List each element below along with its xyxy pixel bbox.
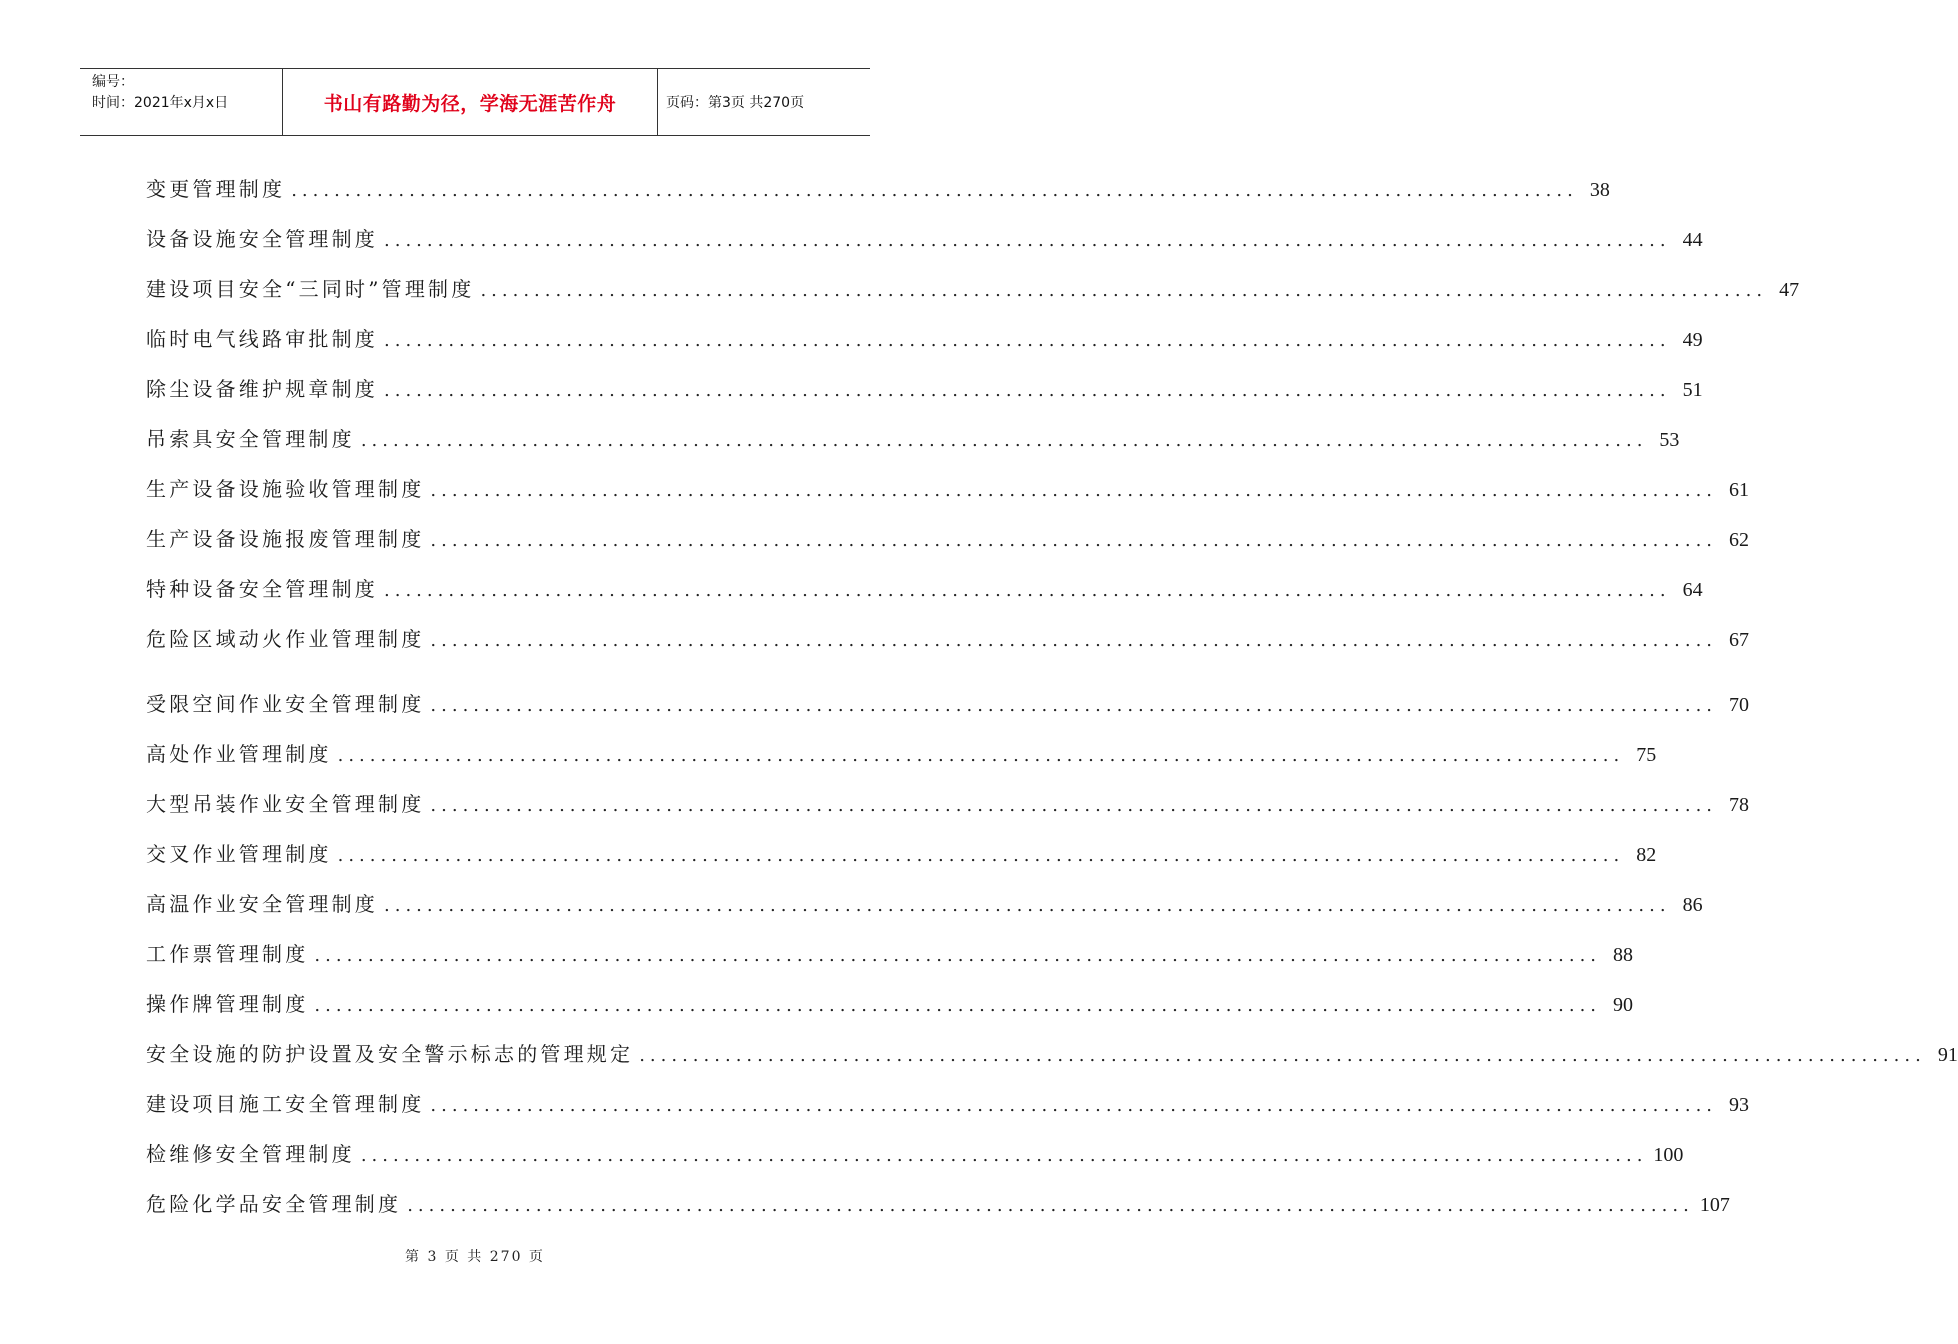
toc-entry-page: 70	[1729, 694, 1750, 716]
time-label: 时间：2021年x月x日	[92, 95, 229, 111]
toc-entry[interactable]	[146, 1029, 1958, 1079]
toc-entry[interactable]	[146, 564, 1703, 614]
toc-entry-title: 高温作业安全管理制度	[146, 892, 378, 916]
table-of-contents	[146, 164, 1958, 1229]
toc-entry[interactable]	[146, 779, 1750, 829]
toc-entry[interactable]	[146, 729, 1657, 779]
toc-entry-page: 100	[1653, 1144, 1684, 1166]
toc-entry[interactable]	[146, 1179, 1730, 1229]
toc-entry[interactable]	[146, 929, 1634, 979]
toc-entry-page: 93	[1729, 1094, 1750, 1116]
toc-entry-title: 建设项目施工安全管理制度	[146, 1092, 425, 1116]
toc-dot-leader: ........................................................................................................................	[384, 580, 1671, 601]
toc-entry[interactable]	[146, 314, 1703, 364]
toc-dot-leader: ........................................................................................................................	[360, 430, 1648, 451]
toc-entry[interactable]	[146, 414, 1680, 464]
toc-entry-title: 工作票管理制度	[146, 942, 309, 966]
toc-entry-title: 生产设备设施报废管理制度	[146, 527, 425, 551]
toc-entry-page: 38	[1589, 179, 1610, 201]
toc-entry[interactable]	[146, 514, 1750, 564]
toc-entry-page: 91	[1937, 1044, 1958, 1066]
toc-entry-page: 64	[1682, 579, 1703, 601]
toc-dot-leader: ........................................................................................................................	[430, 1095, 1718, 1116]
toc-entry[interactable]	[146, 1129, 1684, 1179]
toc-entry-title: 操作牌管理制度	[146, 992, 309, 1016]
toc-entry-page: 67	[1729, 629, 1750, 651]
toc-entry-title: 除尘设备维护规章制度	[146, 377, 378, 401]
toc-entry-title: 特种设备安全管理制度	[146, 577, 378, 601]
toc-entry[interactable]	[146, 264, 1800, 314]
toc-entry-page: 49	[1682, 329, 1703, 351]
toc-dot-leader: ........................................................................................................................	[314, 995, 1602, 1016]
toc-entry-title: 生产设备设施验收管理制度	[146, 477, 425, 501]
toc-dot-leader: ........................................................................................................................	[291, 180, 1578, 201]
toc-entry[interactable]	[146, 214, 1703, 264]
toc-entry-page: 53	[1659, 429, 1680, 451]
toc-entry-page: 78	[1729, 794, 1750, 816]
page-header	[80, 68, 870, 136]
toc-dot-leader: ........................................................................................................................	[384, 895, 1671, 916]
toc-entry[interactable]	[146, 1079, 1750, 1129]
toc-dot-leader: ........................................................................................................................	[407, 1195, 1694, 1216]
toc-entry-title: 大型吊装作业安全管理制度	[146, 792, 425, 816]
toc-dot-leader: ........................................................................................................................	[314, 945, 1602, 966]
toc-entry-title: 建设项目安全“三同时”管理制度	[146, 277, 475, 301]
toc-entry[interactable]	[146, 364, 1703, 414]
toc-dot-leader: ........................................................................................................................	[384, 380, 1671, 401]
serial-label: 编号：	[92, 74, 134, 90]
toc-dot-leader: ........................................................................................................................	[384, 330, 1671, 351]
toc-dot-leader: ........................................................................................................................	[430, 480, 1718, 501]
toc-dot-leader: ........................................................................................................................	[337, 745, 1625, 766]
toc-dot-leader: ........................................................................................................................	[337, 845, 1625, 866]
toc-dot-leader: ........................................................................................................................	[360, 1145, 1648, 1166]
toc-entry-page: 90	[1613, 994, 1634, 1016]
toc-entry[interactable]	[146, 614, 1750, 664]
toc-entry[interactable]	[146, 679, 1750, 729]
header-meta	[80, 69, 283, 135]
toc-entry-title: 设备设施安全管理制度	[146, 227, 378, 251]
toc-entry-page: 61	[1729, 479, 1750, 501]
toc-entry-title: 交叉作业管理制度	[146, 842, 332, 866]
toc-dot-leader: ........................................................................................................................	[430, 795, 1718, 816]
toc-entry-title: 检维修安全管理制度	[146, 1142, 355, 1166]
toc-entry-page: 82	[1636, 844, 1657, 866]
toc-entry-title: 受限空间作业安全管理制度	[146, 692, 425, 716]
toc-entry-title: 危险区域动火作业管理制度	[146, 627, 425, 651]
toc-entry-title: 变更管理制度	[146, 177, 286, 201]
header-page-label: 页码：第3页 共270页	[666, 95, 805, 111]
toc-entry-page: 107	[1699, 1194, 1730, 1216]
toc-dot-leader: ........................................................................................................................	[384, 230, 1671, 251]
toc-entry-page: 62	[1729, 529, 1750, 551]
toc-entry-page: 47	[1779, 279, 1800, 301]
toc-entry-page: 75	[1636, 744, 1657, 766]
toc-entry[interactable]	[146, 979, 1634, 1029]
header-motto: 书山有路勤为径，学海无涯苦作舟	[283, 69, 658, 135]
toc-entry-title: 高处作业管理制度	[146, 742, 332, 766]
toc-entry-page: 44	[1682, 229, 1703, 251]
toc-dot-leader: ........................................................................................................................	[480, 280, 1768, 301]
toc-entry[interactable]	[146, 164, 1610, 214]
toc-dot-leader: ........................................................................................................................	[639, 1045, 1926, 1066]
toc-dot-leader: ........................................................................................................................	[430, 530, 1718, 551]
toc-entry-title: 危险化学品安全管理制度	[146, 1192, 402, 1216]
toc-entry-page: 88	[1613, 944, 1634, 966]
toc-entry-page: 51	[1682, 379, 1703, 401]
toc-entry[interactable]	[146, 464, 1750, 514]
toc-entry-title: 安全设施的防护设置及安全警示标志的管理规定	[146, 1042, 634, 1066]
toc-dot-leader: ........................................................................................................................	[430, 695, 1718, 716]
toc-entry-title: 临时电气线路审批制度	[146, 327, 378, 351]
toc-entry[interactable]	[146, 829, 1657, 879]
page-footer: 第 3 页 共 270 页	[405, 1249, 545, 1265]
toc-entry[interactable]	[146, 879, 1703, 929]
toc-entry-title: 吊索具安全管理制度	[146, 427, 355, 451]
toc-entry-page: 86	[1682, 894, 1703, 916]
toc-dot-leader: ........................................................................................................................	[430, 630, 1718, 651]
